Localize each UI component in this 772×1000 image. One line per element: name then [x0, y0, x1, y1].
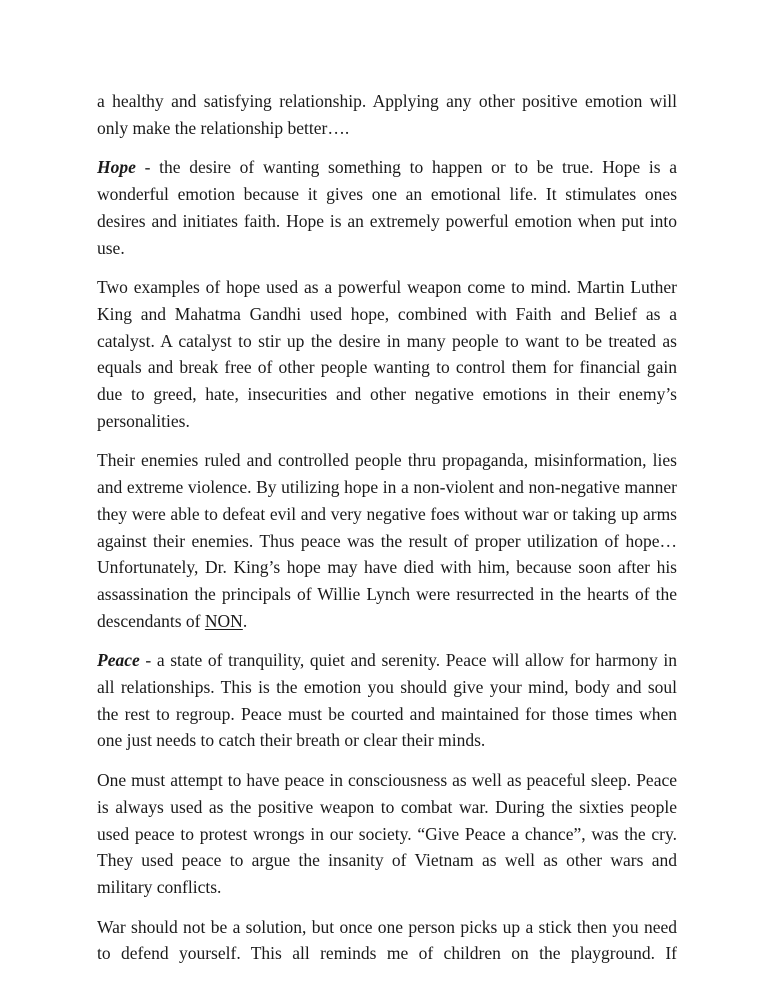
- paragraph-text: a healthy and satisfying relationship. Applying any other positive emotion will only make the relationship better….: [97, 91, 677, 138]
- paragraph-text: War should not be a solution, but once one person picks up a stick then you need to defend yourself. This all reminds me of children on the playground. If: [97, 916, 677, 964]
- paragraph-peace-definition: [97, 647, 677, 754]
- paragraph-tail: .: [242, 610, 248, 631]
- paragraph-war-solution: [97, 914, 677, 967]
- paragraph-text: - the desire of wanting something to happen or to be true. Hope is a wonderful emotion because it gives one an emotional life. It stimulates ones desires and initiates faith. Hope is an extremely powerful emotion when put into use.: [97, 157, 677, 258]
- paragraph-text: Two examples of hope used as a powerful weapon come to mind. Martin Luther King and Mahatma Gandhi used hope, combined with Faith and Belief as a catalyst. A catalyst to stir up the desire in many people to want to be treated as equals and break free of other people wanting to control them for financial gain due to greed, hate, insecurities and other negative emotions in their enemy’s personalities.: [97, 277, 677, 431]
- term-hope: Hope: [97, 157, 136, 178]
- underlined-word-non: NON: [204, 610, 243, 631]
- book-page: [97, 88, 677, 980]
- paragraph-text: Their enemies ruled and controlled people thru propaganda, misinformation, lies and extreme violence. By utilizing hope in a non-violent and non-negative manner they were able to defeat evil and very negative foes without war or taking up arms against their enemies. Thus peace was the result of proper utilization of hope… Unfortunately, Dr. King’s hope may have died with him, because soon after his assassination the principals of Willie Lynch were resurrected in the hearts of the descendants of: [97, 450, 677, 631]
- paragraph-hope-examples: [97, 274, 677, 434]
- paragraph-text: - a state of tranquility, quiet and serenity. Peace will allow for harmony in all relationships. This is the emotion you should give your mind, body and soul the rest to regroup. Peace must be courted and maintained for those times when one just needs to catch their breath or clear their minds.: [97, 650, 677, 751]
- paragraph-intro-continued: [97, 88, 677, 141]
- term-peace: Peace: [97, 650, 140, 671]
- paragraph-hope-enemies: [97, 447, 677, 634]
- paragraph-hope-definition: [97, 154, 677, 261]
- paragraph-text: One must attempt to have peace in consciousness as well as peaceful sleep. Peace is always used as the positive weapon to combat war. During the sixties people used peace to protest wrongs in our society. “Give Peace a chance”, was the cry. They used peace to argue the insanity of Vietnam as well as other wars and military conflicts.: [97, 770, 677, 897]
- paragraph-peace-consciousness: [97, 767, 677, 901]
